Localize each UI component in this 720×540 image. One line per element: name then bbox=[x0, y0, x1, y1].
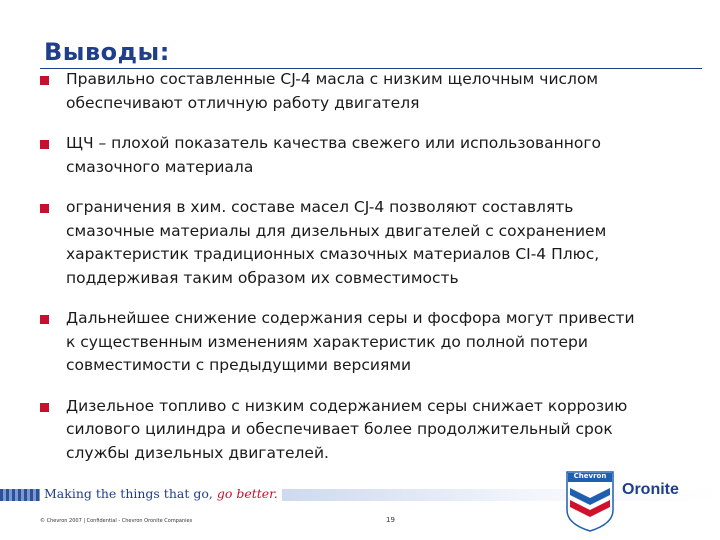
slogan-accent: go better. bbox=[216, 486, 278, 501]
square-bullet-icon bbox=[40, 315, 49, 324]
page-number: 19 bbox=[386, 516, 395, 524]
square-bullet-icon bbox=[40, 140, 49, 149]
bullet-text-line: Дизельное топливо с низким содержанием серы снижает коррозию bbox=[66, 396, 628, 415]
bullet-text-line: к существенным изменениям характеристик до полной потери bbox=[66, 332, 588, 351]
bullet-text-line: ЩЧ – плохой показатель качества свежего или использованного bbox=[66, 134, 601, 152]
square-bullet-icon bbox=[40, 403, 49, 412]
bullet-item bbox=[40, 132, 716, 179]
bullet-item bbox=[40, 307, 716, 378]
bullet-text-line: совместимости с предыдущими версиями bbox=[66, 356, 412, 374]
chevron-logo-text: Chevron bbox=[573, 472, 607, 480]
bullet-list bbox=[40, 68, 716, 482]
slide-title: Выводы: bbox=[44, 38, 170, 66]
bullet-text-line: Правильно составленные CJ-4 масла с низким щелочным числом bbox=[66, 70, 599, 88]
slogan-main: Making the things that go, bbox=[44, 486, 213, 501]
square-bullet-icon bbox=[40, 76, 49, 85]
bullet-text-line: силового цилиндра и обеспечивает более продолжительный срок bbox=[66, 420, 613, 438]
oronite-logo-text: Oronite bbox=[622, 481, 679, 498]
footer-slogan bbox=[40, 486, 282, 501]
bullet-item bbox=[40, 395, 716, 466]
bullet-text-line: смазочного материала bbox=[66, 157, 254, 176]
bullet-text-line: смазочные материалы для дизельных двигателей с сохранением bbox=[66, 221, 607, 240]
bullet-text-line: ограничения в хим. составе масел CJ-4 позволяют составлять bbox=[66, 198, 574, 216]
bullet-text-line: характеристик традиционных смазочных материалов CI-4 Плюс, bbox=[66, 245, 600, 263]
bullet-text-line: поддерживая таким образом их совместимость bbox=[66, 268, 459, 287]
bullet-text-line: Дальнейшее снижение содержания серы и фосфора могут привести bbox=[66, 309, 635, 327]
bullet-item bbox=[40, 196, 716, 290]
square-bullet-icon bbox=[40, 204, 49, 213]
bullet-item bbox=[40, 68, 716, 115]
copyright-text: © Chevron 2007 | Confidential - Chevron Oronite Companies bbox=[40, 518, 193, 524]
bullet-text-line: службы дизельных двигателей. bbox=[66, 443, 329, 462]
bullet-text-line: обеспечивают отличную работу двигателя bbox=[66, 93, 420, 112]
